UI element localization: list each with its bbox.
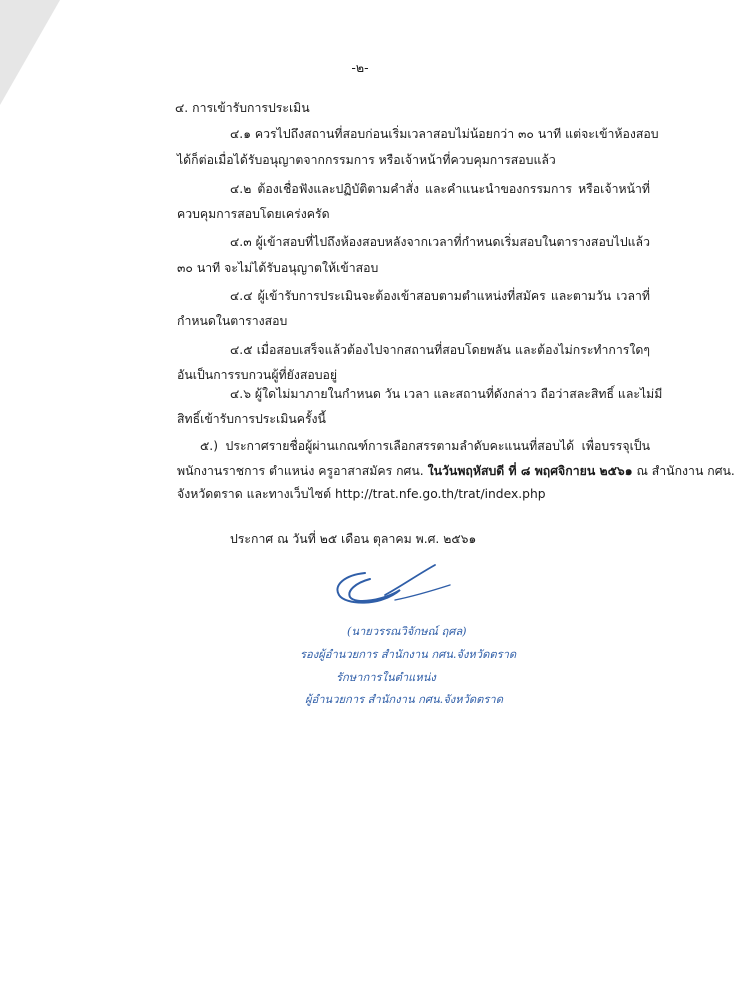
signer-title-2: รักษาการในตำแหน่ง xyxy=(336,671,436,684)
item-4-6-line-1: ๔.๖ ผู้ใดไม่มาภายในกำหนด วัน เวลา และสถานที่ดังกล่าว ถือว่าสละสิทธิ์ และไม่มี xyxy=(230,387,663,401)
section-5-line-1: ๕.) ประกาศรายชื่อผู้ผ่านเกณฑ์การเลือกสรรตามลำดับคะแนนที่สอบได้ เพื่อบรรจุเป็น xyxy=(200,439,650,453)
announcement-date-bold: ในวันพฤหัสบดี ที่ ๘ พฤศจิกายน ๒๕๖๑ xyxy=(427,464,633,478)
item-4-5-line-1: ๔.๕ เมื่อสอบเสร็จแล้วต้องไปจากสถานที่สอบโดยพลัน และต้องไม่กระทำการใดๆ xyxy=(230,343,650,357)
item-4-2-line-1: ๔.๒ ต้องเชื่อฟังและปฏิบัติตามคำสั่ง และคำแนะนำของกรรมการ หรือเจ้าหน้าที่ xyxy=(230,182,650,196)
item-4-4-line-2: กำหนดในตารางสอบ xyxy=(177,314,288,328)
announce-date: ประกาศ ณ วันที่ ๒๕ เดือน ตุลาคม พ.ศ. ๒๕๖๑ xyxy=(230,532,477,546)
section-heading: ๔. การเข้ารับการประเมิน xyxy=(175,101,310,115)
page-fold-corner xyxy=(0,0,60,105)
section-5-line-3: จังหวัดตราด และทางเว็บไซต์ http://trat.nfe.go.th/trat/index.php xyxy=(177,487,546,501)
item-4-3-line-2: ๓๐ นาที จะไม่ได้รับอนุญาตให้เข้าสอบ xyxy=(177,261,379,275)
item-4-2-line-2: ควบคุมการสอบโดยเคร่งครัด xyxy=(177,207,330,221)
signer-title-3: ผู้อำนวยการ สำนักงาน กศน.จังหวัดตราด xyxy=(305,693,503,706)
section-5-text: พนักงานราชการ ตำแหน่ง ครูอาสาสมัคร กศน. xyxy=(177,464,428,478)
section-5-location: ณ สำนักงาน กศน. xyxy=(632,464,735,478)
item-4-5-line-2: อันเป็นการรบกวนผู้ที่ยังสอบอยู่ xyxy=(177,368,338,382)
page-number: -๒- xyxy=(351,60,369,75)
item-4-1-line-2: ได้ก็ต่อเมื่อได้รับอนุญาตจากกรรมการ หรือเจ้าหน้าที่ควบคุมการสอบแล้ว xyxy=(177,153,556,167)
section-5-line-2 xyxy=(177,462,735,480)
signer-title-1: รองผู้อำนวยการ สำนักงาน กศน.จังหวัดตราด xyxy=(300,648,517,661)
item-4-4-line-1: ๔.๔ ผู้เข้ารับการประเมินจะต้องเข้าสอบตามตำแหน่งที่สมัคร และตามวัน เวลาที่ xyxy=(230,289,650,303)
item-4-3-line-1: ๔.๓ ผู้เข้าสอบที่ไปถึงห้องสอบหลังจากเวลาที่กำหนดเริ่มสอบในตารางสอบไปแล้ว xyxy=(230,235,650,249)
signer-name: (นายวรรณวิจักษณ์ ฤศล) xyxy=(347,625,467,638)
item-4-1-line-1: ๔.๑ ควรไปถึงสถานที่สอบก่อนเริ่มเวลาสอบไม่น้อยกว่า ๓๐ นาที แต่จะเข้าห้องสอบ xyxy=(230,127,659,141)
item-4-6-line-2: สิทธิ์เข้ารับการประเมินครั้งนี้ xyxy=(177,412,326,426)
handwritten-signature xyxy=(325,545,465,625)
